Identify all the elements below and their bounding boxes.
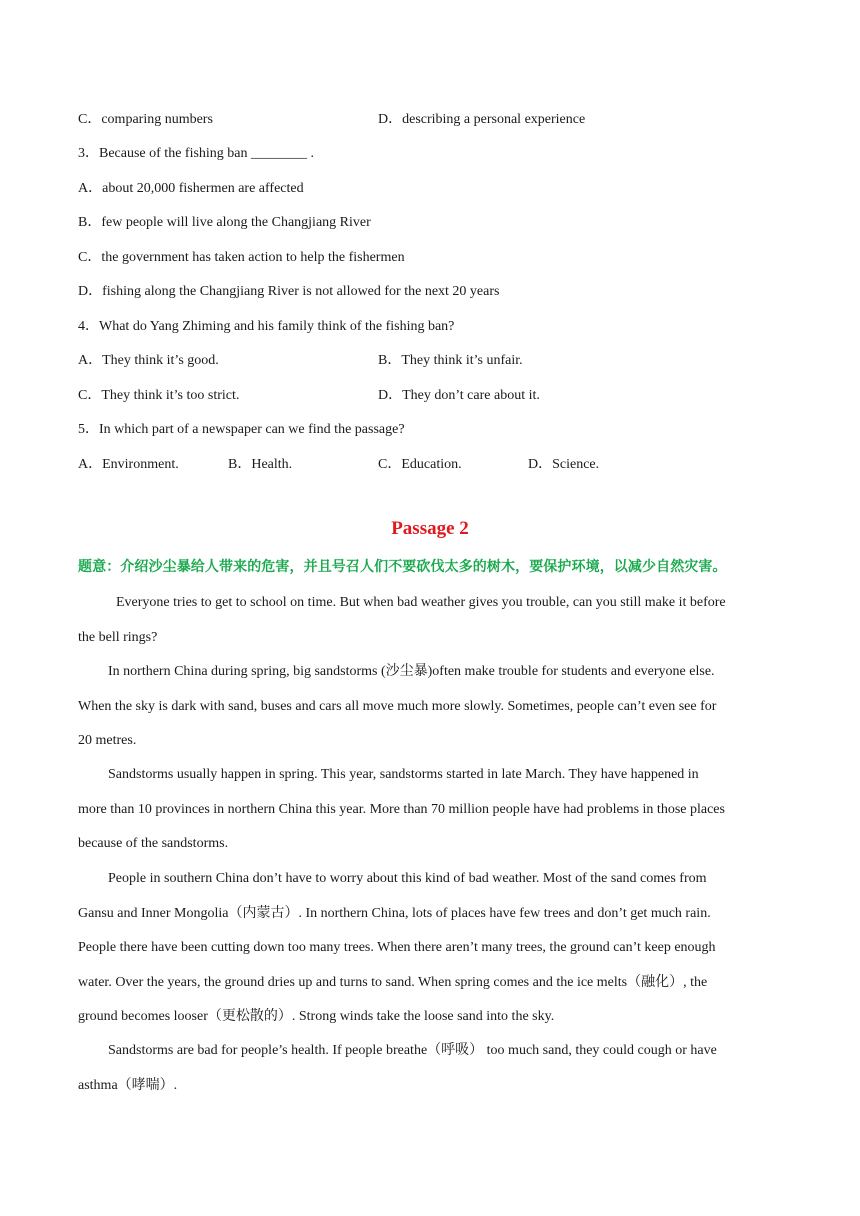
q3-stem: 3．Because of the fishing ban ________ . (78, 146, 315, 161)
paragraph-line: People there have been cutting down too many trees. When there aren’t many trees, the ground can’t keep enough (78, 940, 716, 955)
paragraph-line: asthma（哮喘）. (78, 1077, 178, 1093)
q4-option-d: D．They don’t care about it. (378, 388, 540, 403)
passage-summary: 题意：介绍沙尘暴给人带来的危害，并且号召人们不要砍伐太多的树木，要保护环境，以减少自然灾害。 (78, 559, 727, 575)
q5-option-d: D．Science. (528, 457, 600, 472)
paragraph-3 (78, 766, 782, 870)
q5-option-c: C．Education. (378, 457, 462, 472)
q3-option-c: C．the government has taken action to help the fishermen (78, 250, 405, 265)
q2-options-row (78, 111, 778, 129)
q5-options-row (78, 456, 778, 474)
paragraph-line: Gansu and Inner Mongolia（内蒙古）. In northern China, lots of places have few trees and don’t get much rain. (78, 905, 711, 921)
q5-option-a: A．Environment. (78, 457, 179, 472)
q4-stem: 4．What do Yang Zhiming and his family think of the fishing ban? (78, 319, 455, 334)
q4-options-row-2 (78, 387, 778, 405)
paragraph-line: Sandstorms are bad for people’s health. If people breathe（呼吸） too much sand, they could cough or have (108, 1043, 717, 1058)
paragraph-line: because of the sandstorms. (78, 836, 229, 851)
q2-option-d: D．describing a personal experience (378, 112, 586, 127)
q3-option-a: A．about 20,000 fishermen are affected (78, 181, 304, 196)
q4-option-a: A．They think it’s good. (78, 353, 219, 368)
paragraph-line: Sandstorms usually happen in spring. This year, sandstorms started in late March. They have happened in (108, 767, 699, 782)
paragraph-line: Everyone tries to get to school on time. But when bad weather gives you trouble, can you still make it before (116, 595, 726, 610)
q3-option-b: B．few people will live along the Changjiang River (78, 215, 371, 230)
paragraph-line: the bell rings? (78, 629, 158, 645)
paragraph-line: In northern China during spring, big sandstorms (沙尘暴)often make trouble for students and everyone else. (108, 664, 715, 679)
paragraph-line: When the sky is dark with sand, buses and cars all move much more slowly. Sometimes, people can’t even see for (78, 698, 717, 714)
q4-options-row-1 (78, 352, 778, 370)
q5-stem: 5．In which part of a newspaper can we find the passage? (78, 422, 405, 437)
paragraph-5 (78, 1042, 782, 1111)
paragraph-line: People in southern China don’t have to worry about this kind of bad weather. Most of the sand comes from (108, 871, 707, 886)
paragraph-line: water. Over the years, the ground dries up and turns to sand. When spring comes and the ice melts（融化）, the (78, 974, 708, 990)
q5-option-b: B．Health. (228, 457, 293, 472)
paragraph-4 (78, 870, 782, 1043)
q2-option-c: C．comparing numbers (78, 112, 213, 127)
paragraph-line: more than 10 provinces in northern China this year. More than 70 million people have had problems in those places (78, 801, 725, 817)
q4-option-c: C．They think it’s too strict. (78, 388, 240, 403)
paragraph-line: 20 metres. (78, 733, 137, 748)
passage-title: Passage 2 (391, 518, 469, 539)
q3-option-d: D．fishing along the Changjiang River is not allowed for the next 20 years (78, 284, 500, 299)
paragraph-line: ground becomes looser（更松散的）. Strong winds take the loose sand into the sky. (78, 1009, 555, 1024)
paragraph-1 (78, 594, 782, 663)
q4-option-b: B．They think it’s unfair. (378, 353, 523, 368)
paragraph-2 (78, 663, 782, 767)
